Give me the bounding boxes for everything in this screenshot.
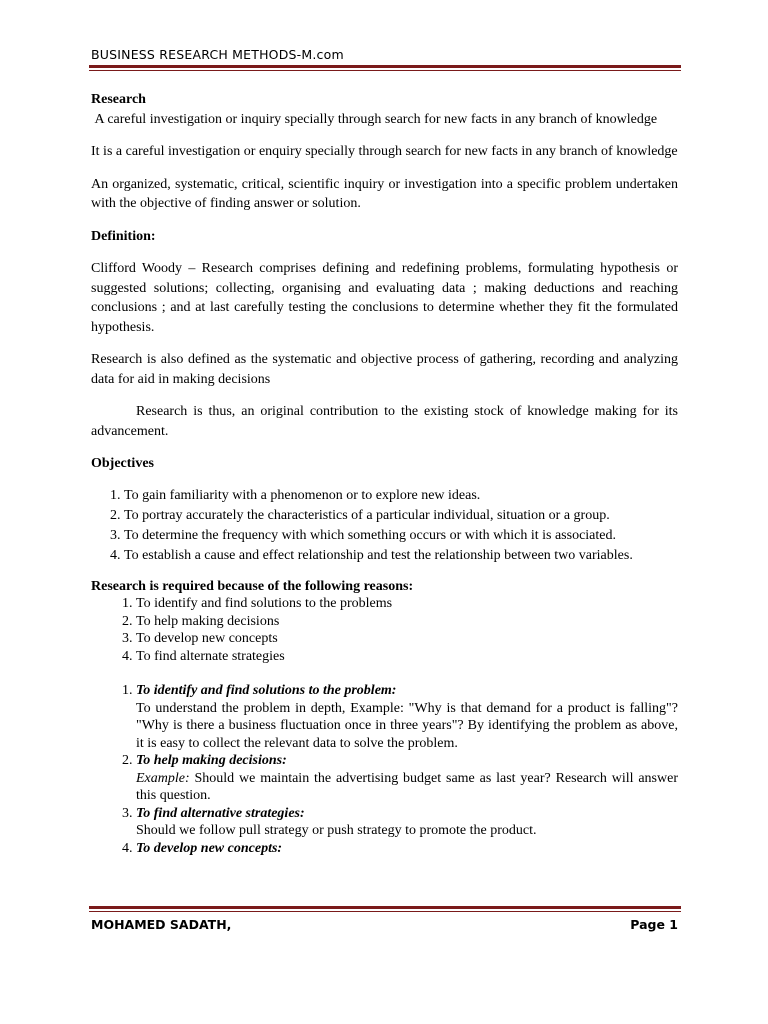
reasons-heading: Research is required because of the following reasons: [91, 578, 414, 594]
footer-author: MOHAMED SADATH, [91, 917, 232, 932]
header-rule [89, 65, 681, 71]
footer-rule [89, 906, 681, 912]
list-item: 2. To help making decisions [136, 613, 678, 631]
paragraph-3: An organized, systematic, critical, scientific inquiry or investigation into a specific problem undertaken with the objective of finding answer or solution. [91, 176, 678, 211]
detail-item [136, 805, 678, 840]
reasons-detail-list [91, 682, 682, 857]
detail-title: 2. To help making decisions: [136, 753, 287, 768]
list-item: 2. To portray accurately the characteristics of a particular individual, situation or a group. [124, 506, 678, 526]
list-item: 4. To find alternate strategies [136, 648, 678, 666]
reasons-list [91, 595, 678, 665]
list-item: 4. To establish a cause and effect relationship and test the relationship between two variables. [124, 546, 678, 566]
detail-text: To understand the problem in depth, Example: "Why is that demand for a product is falling"? "Why is there a business fluctuation once in three years"? By identifying the problem as above, it is easy to collect the relevant data to solve the problem. [136, 700, 678, 751]
paragraph-5: Research is also defined as the systematic and objective process of gathering, recording and analyzing data for aid in making decisions [91, 352, 678, 387]
paragraph-1: A careful investigation or inquiry specially through search for new facts in any branch of knowledge [91, 111, 658, 127]
detail-prefix: Example: [136, 770, 190, 786]
definition-heading: Definition: [91, 228, 156, 244]
detail-title: 4. To develop new concepts: [136, 840, 283, 856]
detail-text: Should we follow pull strategy or push strategy to promote the product. [136, 823, 537, 838]
research-heading: Research [91, 92, 146, 107]
paragraph-4: Clifford Woody – Research comprises defining and redefining problems, formulating hypothesis or suggested solutions; collecting, organising and evaluating data ; making deductions and reaching conclusions ; and at last carefully testing the conclusions to determine whether they fit the formulated hypothesis. [91, 261, 678, 335]
list-item: 3. To develop new concepts [136, 630, 678, 648]
list-item: 1. To identify and find solutions to the problems [136, 595, 678, 613]
objectives-heading: Objectives [91, 456, 154, 471]
list-item: 3. To determine the frequency with which something occurs or with which it is associated. [124, 526, 678, 546]
detail-item [136, 682, 678, 752]
detail-item [136, 752, 682, 805]
paragraph-6: Research is thus, an original contribution to the existing stock of knowledge making for its advancement. [91, 404, 678, 439]
running-header: BUSINESS RESEARCH METHODS-M.com [91, 47, 344, 62]
detail-title: 3. To find alternative strategies: [136, 805, 305, 821]
page-number: Page 1 [630, 917, 678, 932]
objectives-list [91, 486, 678, 566]
detail-item [136, 840, 678, 858]
paragraph-2: It is a careful investigation or enquiry specially through search for new facts in any branch of knowledge [91, 144, 678, 159]
detail-text: Example: Should we maintain the advertising budget same as last year? Research will answer this question. [136, 770, 682, 803]
document-body [91, 90, 682, 857]
list-item: 1. To gain familiarity with a phenomenon or to explore new ideas. [124, 486, 678, 506]
detail-title: 1. To identify and find solutions to the problem: [136, 683, 397, 698]
